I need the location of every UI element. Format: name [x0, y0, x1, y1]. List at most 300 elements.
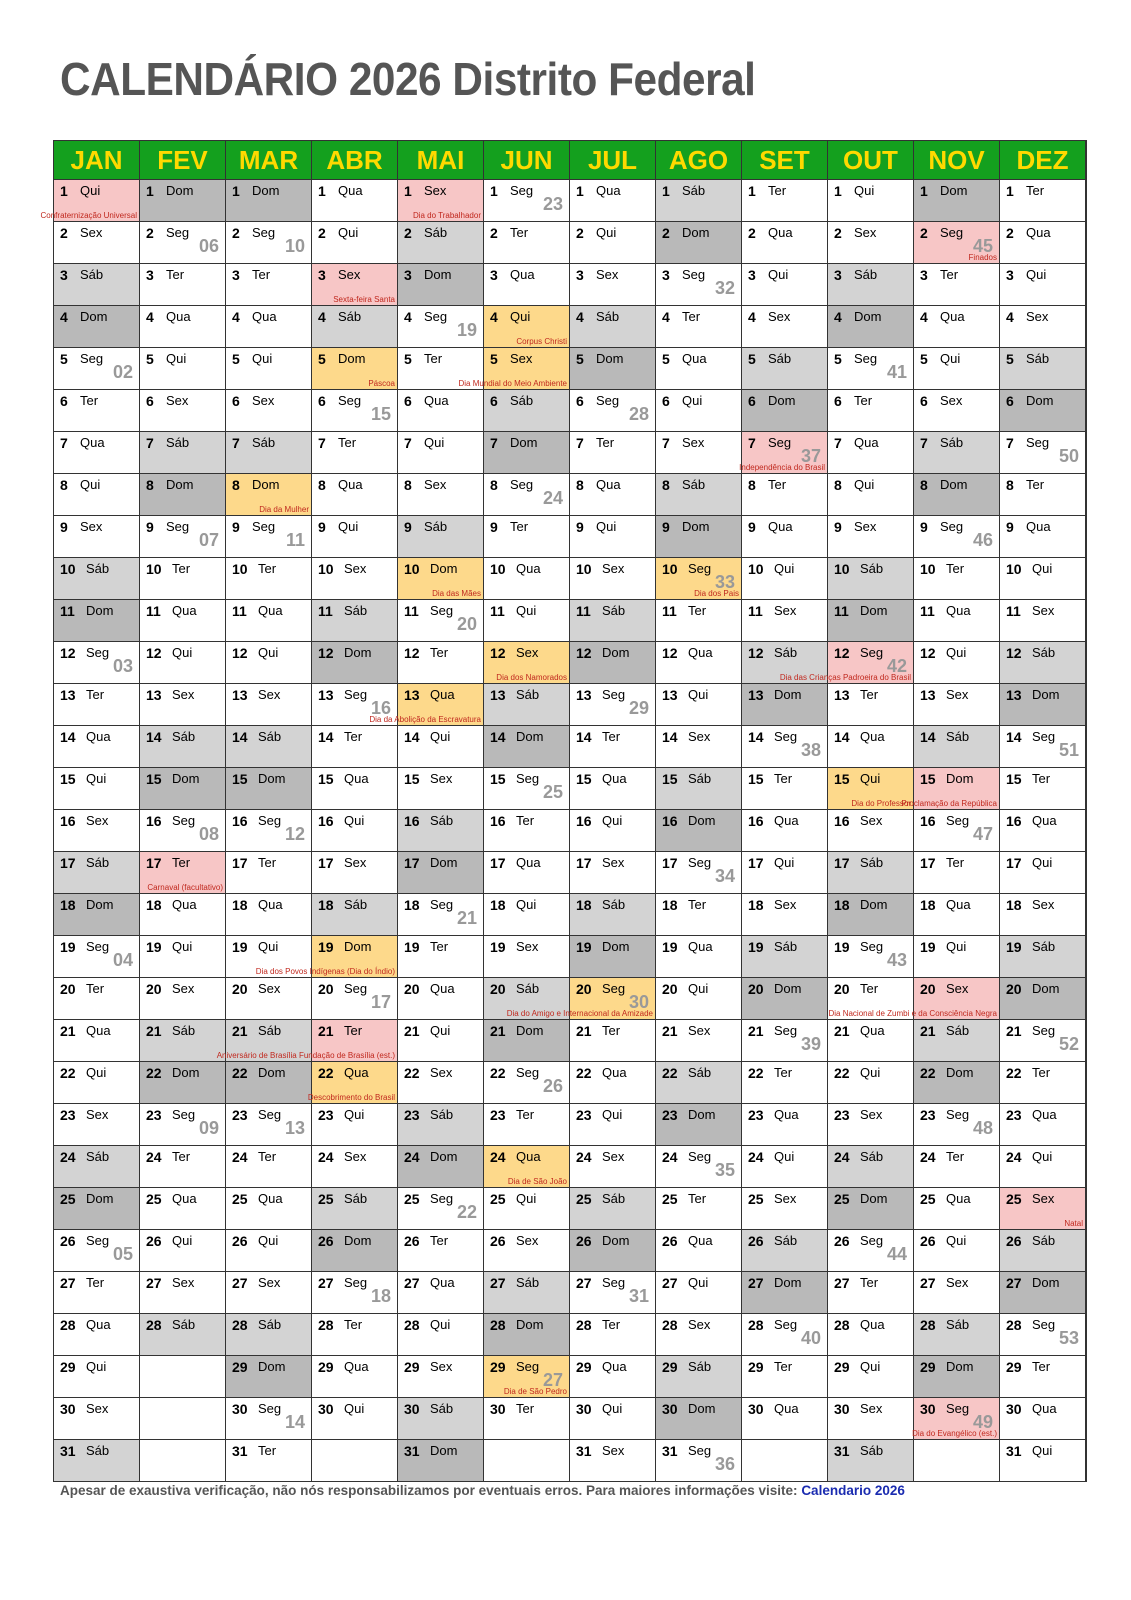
day-cell: [54, 1061, 140, 1103]
day-weekday: Sex: [258, 1275, 281, 1290]
day-weekday: Dom: [258, 1359, 286, 1374]
day-cell: [570, 1439, 656, 1481]
week-number: 13: [284, 1118, 305, 1138]
week-number: 27: [542, 1370, 563, 1390]
day-cell: [742, 1355, 828, 1397]
day-number: 28: [834, 1317, 850, 1333]
day-number: 24: [146, 1149, 162, 1165]
day-number: 2: [146, 225, 154, 241]
day-weekday: Seg: [946, 1401, 970, 1416]
day-weekday: Sáb: [86, 561, 110, 576]
day-cell: [307, 1061, 398, 1103]
day-number: 23: [662, 1107, 678, 1123]
day-cell: [54, 431, 140, 473]
day-number: 16: [748, 813, 764, 829]
day-number: 13: [920, 687, 936, 703]
day-number: 28: [318, 1317, 334, 1333]
day-cell: [54, 725, 140, 767]
day-weekday: Sáb: [424, 225, 448, 240]
day-number: 3: [318, 267, 326, 283]
day-weekday: Seg: [344, 687, 368, 702]
footer: [60, 1483, 905, 1498]
week-number: 17: [370, 992, 391, 1012]
day-number: 5: [576, 351, 584, 367]
day-number: 11: [60, 603, 75, 619]
day-number: 31: [60, 1443, 76, 1459]
day-cell: [914, 179, 1000, 221]
day-number: 4: [920, 309, 928, 325]
holiday-note: Dia da Abolição da Escravatura: [369, 715, 481, 724]
day-number: 18: [748, 897, 764, 913]
day-number: 10: [920, 561, 936, 577]
day-number: 7: [834, 435, 842, 451]
month-header-abr: ABR: [312, 141, 398, 179]
week-number: 08: [198, 824, 219, 844]
day-weekday: Sex: [516, 1233, 539, 1248]
day-cell: [914, 1061, 1000, 1103]
footer-link[interactable]: Calendario 2026: [801, 1483, 905, 1498]
day-cell: [742, 893, 828, 935]
day-number: 25: [576, 1191, 592, 1207]
day-weekday: Sáb: [1032, 939, 1056, 954]
day-cell: [226, 1271, 312, 1313]
day-weekday: Qui: [258, 939, 279, 954]
day-number: 6: [748, 393, 756, 409]
day-weekday: Qua: [946, 897, 971, 912]
day-weekday: Dom: [860, 603, 888, 618]
day-number: 14: [920, 729, 936, 745]
day-number: 3: [490, 267, 498, 283]
day-weekday: Qui: [338, 225, 359, 240]
day-weekday: Seg: [940, 519, 964, 534]
day-number: 22: [404, 1065, 420, 1081]
day-weekday: Sáb: [516, 981, 540, 996]
day-cell: [1000, 1271, 1086, 1313]
day-cell: [312, 179, 398, 221]
week-number: 16: [370, 698, 391, 718]
day-weekday: Qua: [1032, 813, 1057, 828]
day-weekday: Qua: [596, 183, 621, 198]
week-number: 34: [714, 866, 735, 886]
week-number: 45: [972, 236, 993, 256]
day-number: 5: [404, 351, 412, 367]
week-number: 33: [714, 572, 735, 592]
day-cell: [742, 1313, 828, 1355]
day-weekday: Seg: [768, 435, 792, 450]
day-cell: [656, 263, 742, 305]
day-cell: [1000, 1313, 1086, 1355]
month-header-dez: DEZ: [1000, 141, 1086, 179]
day-cell: [656, 935, 742, 977]
day-weekday: Qua: [768, 225, 793, 240]
day-weekday: Sex: [768, 309, 791, 324]
day-cell: [226, 977, 312, 1019]
day-number: 27: [662, 1275, 678, 1291]
day-weekday: Seg: [688, 1443, 712, 1458]
day-cell: [828, 1145, 914, 1187]
day-cell: [226, 851, 312, 893]
day-cell: [484, 683, 570, 725]
day-number: 8: [662, 477, 670, 493]
day-weekday: Dom: [860, 1191, 888, 1206]
day-cell: [656, 1019, 742, 1061]
day-number: 7: [146, 435, 154, 451]
day-cell: [140, 557, 226, 599]
day-cell: [742, 473, 828, 515]
day-weekday: Sex: [854, 225, 877, 240]
day-number: 17: [920, 855, 936, 871]
day-cell: [484, 809, 570, 851]
day-number: 26: [662, 1233, 678, 1249]
day-weekday: Ter: [688, 1191, 707, 1206]
day-cell: [828, 1103, 914, 1145]
day-weekday: Sáb: [768, 351, 792, 366]
day-cell: [312, 851, 398, 893]
day-weekday: Qui: [172, 1233, 193, 1248]
day-weekday: Qua: [86, 1317, 111, 1332]
day-weekday: Seg: [854, 351, 878, 366]
week-number: 24: [542, 488, 563, 508]
day-weekday: Sáb: [338, 309, 362, 324]
day-number: 16: [232, 813, 248, 829]
day-cell: [1000, 1397, 1086, 1439]
day-cell: [742, 725, 828, 767]
day-number: 28: [404, 1317, 420, 1333]
day-weekday: Qui: [172, 645, 193, 660]
day-cell: [484, 1187, 570, 1229]
day-weekday: Sáb: [258, 1023, 282, 1038]
day-weekday: Dom: [516, 1023, 544, 1038]
day-weekday: Ter: [86, 687, 105, 702]
week-number: 25: [542, 782, 563, 802]
day-number: 12: [576, 645, 592, 661]
day-cell: [312, 725, 398, 767]
day-weekday: Dom: [252, 477, 280, 492]
day-number: 16: [490, 813, 506, 829]
day-weekday: Qua: [774, 1107, 799, 1122]
day-weekday: Qua: [602, 1359, 627, 1374]
day-cell: [226, 389, 312, 431]
day-cell: [398, 305, 484, 347]
day-cell: [828, 1439, 914, 1481]
day-weekday: Qua: [338, 477, 363, 492]
day-weekday: Sáb: [1032, 645, 1056, 660]
day-weekday: Qui: [516, 1191, 537, 1206]
day-number: 1: [232, 183, 240, 199]
day-number: 25: [318, 1191, 334, 1207]
day-cell: [656, 683, 742, 725]
day-number: 9: [490, 519, 498, 535]
day-number: 25: [662, 1191, 678, 1207]
day-number: 6: [146, 393, 154, 409]
day-weekday: Qua: [258, 897, 283, 912]
day-weekday: Seg: [946, 813, 970, 828]
day-weekday: Seg: [430, 1191, 454, 1206]
day-weekday: Sex: [86, 1107, 109, 1122]
day-weekday: Seg: [166, 225, 190, 240]
day-number: 29: [60, 1359, 76, 1375]
day-number: 30: [490, 1401, 506, 1417]
day-weekday: Ter: [774, 1065, 793, 1080]
day-number: 18: [404, 897, 420, 913]
day-weekday: Seg: [688, 855, 712, 870]
day-number: 5: [318, 351, 326, 367]
day-weekday: Sáb: [258, 729, 282, 744]
day-cell: [312, 809, 398, 851]
day-cell: [1000, 347, 1086, 389]
day-cell: [54, 1439, 140, 1481]
day-number: 3: [60, 267, 68, 283]
day-weekday: Sex: [1026, 309, 1049, 324]
day-cell: [828, 1187, 914, 1229]
week-number: 32: [714, 278, 735, 298]
day-weekday: Qui: [86, 1065, 107, 1080]
day-number: 9: [318, 519, 326, 535]
day-cell: [54, 1271, 140, 1313]
day-number: 11: [748, 603, 763, 619]
empty-cell: [140, 1397, 226, 1439]
day-weekday: Seg: [602, 687, 626, 702]
day-weekday: Dom: [430, 855, 458, 870]
day-number: 23: [318, 1107, 334, 1123]
day-number: 13: [146, 687, 162, 703]
day-weekday: Qua: [1032, 1107, 1057, 1122]
day-cell: [914, 641, 1000, 683]
day-cell: [828, 599, 914, 641]
day-weekday: Dom: [1032, 687, 1060, 702]
day-number: 26: [834, 1233, 850, 1249]
day-cell: [570, 221, 656, 263]
day-number: 30: [232, 1401, 248, 1417]
day-weekday: Seg: [516, 771, 540, 786]
day-number: 5: [146, 351, 154, 367]
day-weekday: Qua: [774, 1401, 799, 1416]
day-cell: [828, 557, 914, 599]
day-number: 5: [920, 351, 928, 367]
week-number: 38: [800, 740, 821, 760]
day-weekday: Ter: [940, 267, 959, 282]
day-weekday: Qui: [1032, 1443, 1053, 1458]
day-weekday: Qua: [344, 1065, 369, 1080]
day-cell: [914, 431, 1000, 473]
day-cell: [398, 557, 484, 599]
day-cell: [1000, 557, 1086, 599]
holiday-note: Dia do Trabalhador: [412, 211, 481, 220]
day-cell: [484, 725, 570, 767]
holiday-note: Dia da Mulher: [259, 505, 309, 514]
day-weekday: Sex: [166, 393, 189, 408]
day-cell: [226, 1397, 312, 1439]
day-weekday: Qui: [258, 1233, 279, 1248]
day-weekday: Ter: [258, 1443, 277, 1458]
day-weekday: Sex: [430, 771, 453, 786]
day-cell: [656, 1145, 742, 1187]
day-number: 19: [920, 939, 936, 955]
day-weekday: Sex: [172, 1275, 195, 1290]
day-weekday: Sáb: [252, 435, 276, 450]
day-cell: [656, 1439, 742, 1481]
day-number: 17: [748, 855, 764, 871]
day-cell: [140, 1019, 226, 1061]
day-weekday: Sáb: [860, 561, 884, 576]
day-cell: [914, 893, 1000, 935]
day-cell: [140, 221, 226, 263]
week-number: 14: [284, 1412, 305, 1432]
day-cell: [656, 851, 742, 893]
day-cell: [742, 851, 828, 893]
holiday-note: Descobrimento do Brasil: [307, 1093, 395, 1102]
day-cell: [140, 641, 226, 683]
day-cell: [1000, 515, 1086, 557]
day-number: 18: [146, 897, 162, 913]
day-weekday: Qui: [688, 687, 709, 702]
day-cell: [54, 347, 140, 389]
day-number: 3: [834, 267, 842, 283]
day-weekday: Dom: [1032, 981, 1060, 996]
day-number: 7: [1006, 435, 1014, 451]
day-number: 17: [318, 855, 334, 871]
day-weekday: Dom: [430, 1149, 458, 1164]
day-cell: [226, 263, 312, 305]
day-number: 10: [662, 561, 678, 577]
day-weekday: Sex: [510, 351, 533, 366]
day-cell: [312, 389, 398, 431]
day-cell: [398, 515, 484, 557]
day-cell: [140, 1103, 226, 1145]
day-cell: [742, 1229, 828, 1271]
day-weekday: Dom: [80, 309, 108, 324]
day-number: 14: [748, 729, 764, 745]
day-number: 22: [490, 1065, 506, 1081]
day-number: 28: [1006, 1317, 1022, 1333]
day-number: 20: [748, 981, 764, 997]
day-cell: [656, 389, 742, 431]
day-weekday: Dom: [430, 1443, 458, 1458]
day-cell: [226, 1439, 312, 1481]
day-number: 1: [1006, 183, 1014, 199]
day-cell: [742, 179, 828, 221]
day-cell: [140, 935, 226, 977]
holiday-note: Dia dos Povos Indígenas (Dia do Índio): [255, 967, 395, 976]
day-weekday: Ter: [946, 1149, 965, 1164]
day-cell: [226, 1229, 312, 1271]
day-number: 9: [834, 519, 842, 535]
day-number: 22: [834, 1065, 850, 1081]
day-cell: [739, 431, 828, 473]
day-weekday: Sáb: [940, 435, 964, 450]
day-number: 30: [318, 1401, 334, 1417]
day-number: 15: [404, 771, 420, 787]
day-weekday: Sáb: [774, 939, 798, 954]
day-cell: [484, 935, 570, 977]
day-cell: [570, 557, 656, 599]
day-number: 3: [662, 267, 670, 283]
day-number: 12: [318, 645, 334, 661]
day-cell: [1000, 1355, 1086, 1397]
day-cell: [914, 557, 1000, 599]
day-number: 7: [404, 435, 412, 451]
day-number: 14: [318, 729, 334, 745]
day-number: 30: [1006, 1401, 1022, 1417]
day-cell: [570, 347, 656, 389]
day-number: 21: [748, 1023, 764, 1039]
day-cell: [398, 641, 484, 683]
day-cell: [484, 389, 570, 431]
day-weekday: Qui: [430, 1317, 451, 1332]
day-weekday: Qui: [172, 939, 193, 954]
day-number: 30: [662, 1401, 678, 1417]
day-weekday: Dom: [688, 1107, 716, 1122]
day-number: 30: [576, 1401, 592, 1417]
day-cell: [828, 179, 914, 221]
day-weekday: Qua: [430, 687, 455, 702]
day-number: 27: [748, 1275, 764, 1291]
day-number: 20: [576, 981, 592, 997]
day-cell: [398, 599, 484, 641]
day-cell: [484, 767, 570, 809]
day-number: 21: [232, 1023, 248, 1039]
day-cell: [398, 893, 484, 935]
day-weekday: Sáb: [774, 645, 798, 660]
day-weekday: Sex: [682, 435, 705, 450]
day-weekday: Qui: [596, 519, 617, 534]
day-cell: [656, 1397, 742, 1439]
day-weekday: Dom: [774, 981, 802, 996]
day-cell: [656, 725, 742, 767]
day-number: 2: [834, 225, 842, 241]
day-weekday: Dom: [688, 813, 716, 828]
day-weekday: Seg: [258, 813, 282, 828]
day-weekday: Ter: [258, 561, 277, 576]
day-cell: [656, 1187, 742, 1229]
day-weekday: Dom: [344, 645, 372, 660]
day-cell: [570, 263, 656, 305]
day-cell: [1000, 1103, 1086, 1145]
day-cell: [914, 1229, 1000, 1271]
day-cell: [140, 599, 226, 641]
day-cell: [570, 851, 656, 893]
day-weekday: Qui: [166, 351, 187, 366]
day-weekday: Dom: [344, 1233, 372, 1248]
day-weekday: Ter: [774, 771, 793, 786]
day-cell: [1000, 179, 1086, 221]
day-number: 27: [232, 1275, 248, 1291]
day-number: 15: [834, 771, 850, 787]
day-cell: [1000, 221, 1086, 263]
day-cell: [458, 347, 570, 389]
day-weekday: Dom: [602, 1233, 630, 1248]
day-cell: [140, 1271, 226, 1313]
month-header-jul: JUL: [570, 141, 656, 179]
day-weekday: Sex: [258, 687, 281, 702]
day-weekday: Ter: [946, 855, 965, 870]
day-number: 22: [232, 1065, 248, 1081]
day-weekday: Qua: [258, 1191, 283, 1206]
day-number: 15: [920, 771, 936, 787]
day-number: 24: [576, 1149, 592, 1165]
day-cell: [54, 851, 140, 893]
day-cell: [570, 515, 656, 557]
day-weekday: Sex: [774, 1191, 797, 1206]
day-weekday: Sex: [424, 183, 447, 198]
day-weekday: Dom: [946, 1359, 974, 1374]
day-number: 11: [576, 603, 591, 619]
day-cell: [140, 851, 226, 893]
month-header-jun: JUN: [484, 141, 570, 179]
day-weekday: Sex: [172, 981, 195, 996]
day-weekday: Ter: [516, 1401, 535, 1416]
day-number: 28: [146, 1317, 162, 1333]
